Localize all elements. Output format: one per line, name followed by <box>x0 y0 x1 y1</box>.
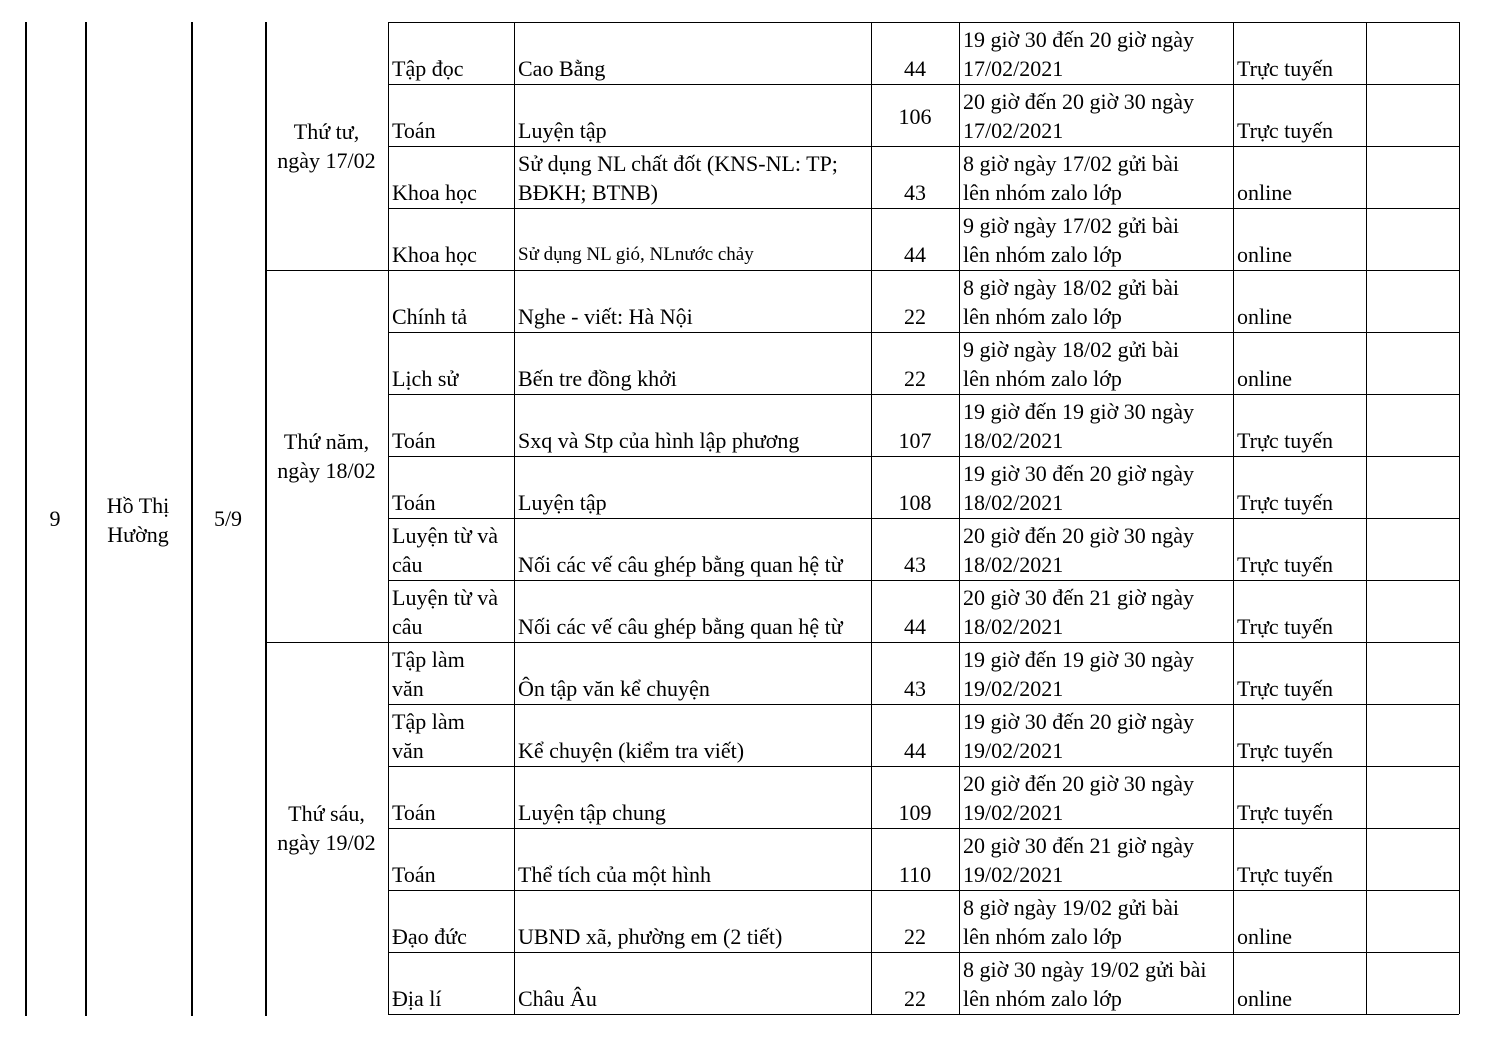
row-line <box>388 146 1459 147</box>
row-line <box>388 580 1459 581</box>
subject-cell: Địa lí <box>392 986 442 1011</box>
subject-cell: Toán <box>392 428 436 453</box>
mode-cell: Trực tuyến <box>1237 118 1334 143</box>
mode-cell: Trực tuyến <box>1237 552 1334 577</box>
period-cell: 107 <box>898 428 932 453</box>
subject-cell: Toán <box>392 800 436 825</box>
teacher-name: Hồ Thị Hường <box>106 493 170 547</box>
subject-cell: Toán <box>392 118 436 143</box>
subject-cell: Luyện từ và câu <box>392 585 499 639</box>
row-line <box>388 828 1459 829</box>
subject-cell: Chính tả <box>392 304 468 329</box>
lesson-cell: Châu Âu <box>518 986 597 1011</box>
row-line <box>388 1014 1459 1015</box>
period-cell: 110 <box>898 862 932 887</box>
subject-cell: Tập làm văn <box>392 647 465 701</box>
lesson-cell: Nghe - viết: Hà Nội <box>518 304 693 329</box>
time-cell: 9 giờ ngày 17/02 gửi bài lên nhóm zalo lớp <box>963 213 1180 267</box>
lesson-cell: Sử dụng NL chất đốt (KNS-NL: TP; BĐKH; BTNB) <box>518 151 838 205</box>
subject-cell: Tập đọc <box>392 56 464 81</box>
row-line <box>388 84 1459 85</box>
lesson-cell: Luyện tập <box>518 490 607 515</box>
subject-cell: Toán <box>392 490 436 515</box>
row-line <box>388 394 1459 395</box>
period-cell: 44 <box>904 738 926 763</box>
day-group-line <box>265 642 388 643</box>
lesson-cell: Sử dụng NL gió, NLnước chảy <box>518 244 754 265</box>
period-cell: 43 <box>904 180 926 205</box>
mode-cell: online <box>1237 242 1292 267</box>
subject-cell: Tập làm văn <box>392 709 465 763</box>
lesson-cell: Nối các vế câu ghép bằng quan hệ từ <box>518 614 843 639</box>
time-cell: 19 giờ 30 đến 20 giờ ngày 19/02/2021 <box>963 709 1195 763</box>
day-group-line <box>265 270 388 271</box>
time-cell: 8 giờ ngày 18/02 gửi bài lên nhóm zalo lớp <box>963 275 1180 329</box>
row-line <box>388 952 1459 953</box>
day-label: Thứ tư, ngày 17/02 <box>277 119 376 173</box>
mode-cell: online <box>1237 986 1292 1011</box>
period-cell: 22 <box>904 986 926 1011</box>
row-line <box>388 332 1459 333</box>
time-cell: 19 giờ 30 đến 20 giờ ngày 17/02/2021 <box>963 27 1195 81</box>
subject-cell: Lịch sử <box>392 366 459 391</box>
row-number: 9 <box>49 506 61 531</box>
mode-cell: online <box>1237 304 1292 329</box>
mode-cell: online <box>1237 180 1292 205</box>
time-cell: 8 giờ 30 ngày 19/02 gửi bài lên nhóm zalo lớp <box>963 957 1207 1011</box>
time-cell: 9 giờ ngày 18/02 gửi bài lên nhóm zalo lớp <box>963 337 1180 391</box>
mode-cell: Trực tuyến <box>1237 614 1334 639</box>
lesson-cell: Kể chuyện (kiểm tra viết) <box>518 738 745 763</box>
row-line <box>388 704 1459 705</box>
column-line-end <box>1459 22 1460 1014</box>
row-line <box>388 208 1459 209</box>
lesson-cell: Ôn tập văn kể chuyện <box>518 676 710 701</box>
time-cell: 20 giờ đến 20 giờ 30 ngày 19/02/2021 <box>963 771 1195 825</box>
time-cell: 8 giờ ngày 19/02 gửi bài lên nhóm zalo lớp <box>963 895 1180 949</box>
subject-cell: Toán <box>392 862 436 887</box>
subject-cell: Khoa học <box>392 180 477 205</box>
mode-cell: online <box>1237 924 1292 949</box>
time-cell: 19 giờ đến 19 giờ 30 ngày 18/02/2021 <box>963 399 1195 453</box>
lesson-cell: Nối các vế câu ghép bằng quan hệ từ <box>518 552 843 577</box>
period-cell: 44 <box>904 56 926 81</box>
period-cell: 43 <box>904 676 926 701</box>
class-name: 5/9 <box>213 506 243 531</box>
mode-cell: Trực tuyến <box>1237 56 1334 81</box>
lesson-cell: Sxq và Stp của hình lập phương <box>518 428 800 453</box>
lesson-cell: Luyện tập chung <box>518 800 666 825</box>
row-line <box>388 766 1459 767</box>
time-cell: 19 giờ 30 đến 20 giờ ngày 18/02/2021 <box>963 461 1195 515</box>
row-line <box>388 518 1459 519</box>
mode-cell: Trực tuyến <box>1237 800 1334 825</box>
period-cell: 22 <box>904 304 926 329</box>
period-cell: 108 <box>898 490 932 515</box>
period-cell: 109 <box>898 800 932 825</box>
time-cell: 20 giờ 30 đến 21 giờ ngày 19/02/2021 <box>963 833 1195 887</box>
mode-cell: Trực tuyến <box>1237 738 1334 763</box>
day-label: Thứ sáu, ngày 19/02 <box>277 801 376 855</box>
time-cell: 20 giờ đến 20 giờ 30 ngày 17/02/2021 <box>963 89 1195 143</box>
row-line <box>388 890 1459 891</box>
time-cell: 19 giờ đến 19 giờ 30 ngày 19/02/2021 <box>963 647 1195 701</box>
time-cell: 20 giờ đến 20 giờ 30 ngày 18/02/2021 <box>963 523 1195 577</box>
time-cell: 20 giờ 30 đến 21 giờ ngày 18/02/2021 <box>963 585 1195 639</box>
row-line <box>388 270 1459 271</box>
row-line <box>388 456 1459 457</box>
lesson-cell: UBND xã, phường em (2 tiết) <box>518 924 783 949</box>
period-cell: 22 <box>904 924 926 949</box>
row-line <box>388 642 1459 643</box>
mode-cell: Trực tuyến <box>1237 428 1334 453</box>
subject-cell: Khoa học <box>392 242 477 267</box>
period-cell: 43 <box>904 552 926 577</box>
lesson-cell: Bến tre đồng khởi <box>518 366 677 391</box>
lesson-cell: Luyện tập <box>518 118 607 143</box>
lesson-cell: Cao Bằng <box>518 56 606 81</box>
subject-cell: Luyện từ và câu <box>392 523 499 577</box>
mode-cell: Trực tuyến <box>1237 490 1334 515</box>
period-cell: 44 <box>904 242 926 267</box>
period-cell: 22 <box>904 366 926 391</box>
day-label: Thứ năm, ngày 18/02 <box>277 429 376 483</box>
mode-cell: online <box>1237 366 1292 391</box>
time-cell: 8 giờ ngày 17/02 gửi bài lên nhóm zalo lớp <box>963 151 1180 205</box>
mode-cell: Trực tuyến <box>1237 862 1334 887</box>
period-cell: 44 <box>904 614 926 639</box>
subject-cell: Đạo đức <box>392 924 467 949</box>
lesson-cell: Thể tích của một hình <box>518 862 712 887</box>
period-cell: 106 <box>898 104 932 129</box>
row-line <box>388 22 1459 23</box>
mode-cell: Trực tuyến <box>1237 676 1334 701</box>
